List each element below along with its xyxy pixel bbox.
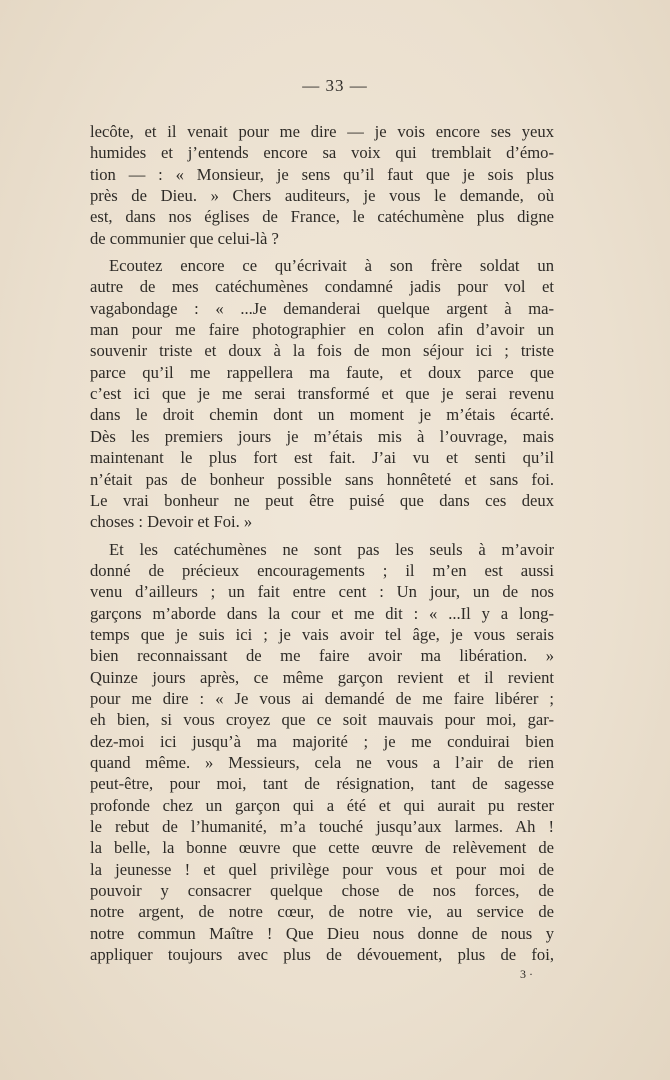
paragraph	[90, 121, 554, 249]
text-line: maintenant le plus fort est fait. J’ai vu et senti qu’il	[90, 448, 554, 468]
text-line: dez-moi ici jusqu’à ma majorité ; je me conduirai bien	[90, 731, 554, 751]
text-line: près de Dieu. » Chers auditeurs, je vous le demande, où	[90, 186, 554, 206]
text-line: le rebut de l’humanité, m’a touché jusqu’aux larmes. Ah !	[90, 817, 554, 836]
text-line: lecôte, et il venait pour me dire — je vois encore ses yeux	[90, 122, 554, 141]
text-line: donné de précieux encouragements ; il m’en est aussi	[90, 560, 554, 580]
text-line: Et les catéchumènes ne sont pas les seuls à m’avoir	[109, 539, 554, 559]
text-line: tion — : « Monsieur, je sens qu’il faut que je sois plus	[90, 164, 554, 184]
text-line: dans le droit chemin dont un moment je m’étais écarté.	[90, 405, 554, 425]
text-line: quand même. » Messieurs, cela ne vous a l’air de rien	[90, 752, 554, 772]
text-line: Ecoutez encore ce qu’écrivait à son frère soldat un	[109, 256, 554, 276]
text-line: bien reconnaissant de me faire avoir ma libération. »	[90, 646, 554, 666]
text-line: venu d’ailleurs ; un fait entre cent : Un jour, un de nos	[90, 582, 554, 602]
text-line: la belle, la bonne œuvre que cette œuvre de relèvement de	[90, 838, 554, 858]
body-text	[90, 121, 554, 965]
text-line: c’est ici que je me serai transformé et que je serai revenu	[90, 384, 554, 404]
text-line: choses : Devoir et Foi. »	[90, 512, 253, 532]
text-line: temps que je suis ici ; je vais avoir tel âge, je vous serais	[90, 624, 554, 644]
text-line: est, dans nos églises de France, le catéchumène plus digne	[90, 207, 554, 227]
text-line: humides et j’entends encore sa voix qui tremblait d’émo-	[90, 143, 554, 163]
text-line: profonde chez un garçon qui a été et qui aurait pu rester	[90, 795, 554, 815]
text-line: Dès les premiers jours je m’étais mis à l’ouvrage, mais	[90, 426, 554, 446]
printer-signature-mark: 3 ·	[520, 967, 533, 981]
text-line: de communier que celui-là ?	[90, 228, 279, 248]
page-number: — 33 —	[302, 76, 368, 95]
paragraph	[90, 539, 554, 966]
text-line: la jeunesse ! et quel privilège pour vous et pour moi de	[90, 859, 554, 879]
text-line: n’était pas de bonheur possible sans honnêteté et sans foi.	[90, 469, 554, 489]
text-line: souvenir triste et doux à la fois de mon séjour ici ; triste	[90, 341, 554, 361]
text-line: Quinze jours après, ce même garçon revient et il revient	[90, 667, 554, 687]
text-line: notre commun Maître ! Que Dieu nous donne de nous y	[90, 923, 554, 943]
text-line: pouvoir y consacrer quelque chose de nos forces, de	[90, 881, 554, 901]
text-line: peut-être, pour moi, tant de résignation, tant de sagesse	[90, 774, 554, 794]
paragraph	[90, 255, 554, 532]
text-line: appliquer toujours avec plus de dévouement, plus de foi,	[90, 945, 554, 965]
text-line: parce qu’il me rappellera ma faute, et doux parce que	[90, 362, 554, 382]
text-line: pour me dire : « Je vous ai demandé de me faire libérer ;	[90, 688, 554, 708]
text-line: garçons m’aborde dans la cour et me dit : « ...Il y a long-	[90, 603, 554, 623]
text-line: man pour me faire photographier en colon afin d’avoir un	[90, 320, 554, 340]
text-line: Le vrai bonheur ne peut être puisé que dans ces deux	[90, 490, 554, 510]
text-line: eh bien, si vous croyez que ce soit mauvais pour moi, gar-	[90, 710, 554, 730]
text-line: vagabondage : « ...Je demanderai quelque argent à ma-	[90, 298, 554, 318]
text-line: notre argent, de notre cœur, de notre vie, au service de	[90, 902, 554, 922]
text-line: autre de mes catéchumènes condamné jadis pour vol et	[90, 277, 554, 297]
